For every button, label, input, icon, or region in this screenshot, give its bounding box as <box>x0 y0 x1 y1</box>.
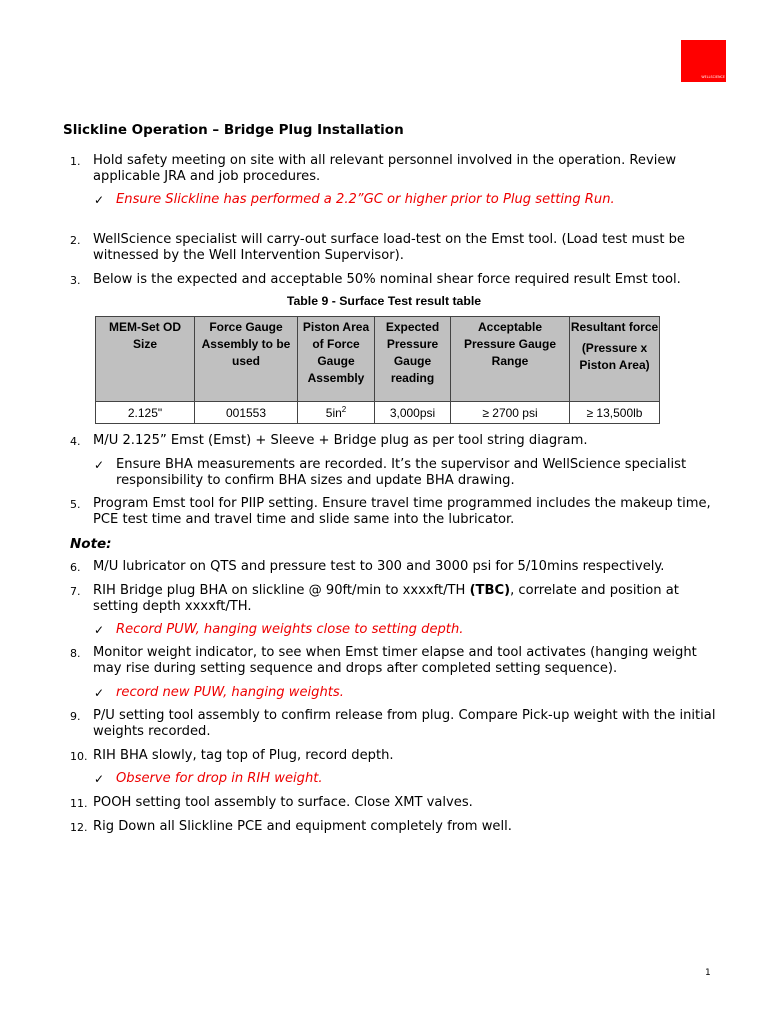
header-note: (Pressure x Piston Area) <box>579 341 650 372</box>
item-text: M/U 2.125” Emst (Emst) + Sleeve + Bridge plug as per tool string diagram. <box>93 433 588 448</box>
checkmark-icon: ✓ <box>94 193 105 207</box>
note-label: Note: <box>70 536 112 552</box>
surface-test-table <box>95 316 660 424</box>
item-text: POOH setting tool assembly to surface. Close XMT valves. <box>93 795 473 810</box>
table-cell: 3,000psi <box>375 402 451 424</box>
company-logo <box>681 40 726 82</box>
table-header-cell: Acceptable Pressure Gauge Range <box>451 317 570 402</box>
cell-value: 5in <box>325 406 342 420</box>
table-cell <box>298 402 375 424</box>
item-text: P/U setting tool assembly to confirm release from plug. Compare Pick-up weight with the initial weights recorded. <box>93 708 716 739</box>
item-number: 12. <box>70 821 88 834</box>
table-row <box>96 402 660 424</box>
table-header-cell: Expected Pressure Gauge reading <box>375 317 451 402</box>
item-number: 6. <box>70 561 81 574</box>
item-number: 2. <box>70 234 81 247</box>
table-cell: 2.125" <box>96 402 195 424</box>
header-text: Resultant force <box>570 320 659 334</box>
check-text: Ensure Slickline has performed a 2.2”GC or higher prior to Plug setting Run. <box>116 192 615 207</box>
table-header-cell: MEM-Set OD Size <box>96 317 195 402</box>
item-text: Rig Down all Slickline PCE and equipment completely from well. <box>93 819 512 834</box>
item-number: 11. <box>70 797 88 810</box>
tbc-label: (TBC) <box>469 583 511 598</box>
check-text: Record PUW, hanging weights close to setting depth. <box>116 622 464 637</box>
item-text: Hold safety meeting on site with all relevant personnel involved in the operation. Review applicable JRA and job procedures. <box>93 153 677 184</box>
checkmark-icon: ✓ <box>94 686 105 700</box>
item-number: 9. <box>70 710 81 723</box>
check-text: Ensure BHA measurements are recorded. It’s the supervisor and WellScience specialist responsibility to confirm BHA sizes and update BHA drawing. <box>116 457 687 488</box>
page-title: Slickline Operation – Bridge Plug Installation <box>63 122 404 138</box>
table-caption: Table 9 - Surface Test result table <box>286 294 482 308</box>
item-text: Below is the expected and acceptable 50% nominal shear force required result Emst tool. <box>93 272 681 287</box>
table-cell: ≥ 2700 psi <box>451 402 570 424</box>
item-number: 8. <box>70 647 81 660</box>
item-number: 7. <box>70 585 81 598</box>
item-number: 4. <box>70 435 81 448</box>
item-number: 1. <box>70 155 81 168</box>
item-text: WellScience specialist will carry-out surface load-test on the Emst tool. (Load test must be witnessed by the Well Intervention Supervisor). <box>93 232 685 263</box>
superscript: 2 <box>341 405 347 414</box>
table-cell: ≥ 13,500lb <box>570 402 660 424</box>
item-text: Monitor weight indicator, to see when Emst timer elapse and tool activates (hanging weight may rise during setting sequence and drops after completed setting sequence). <box>93 645 697 676</box>
checkmark-icon: ✓ <box>94 772 105 786</box>
item-text-part: , correlate and position at setting depth xxxxft/TH. <box>93 583 679 614</box>
table-header-cell: Piston Area of Force Gauge Assembly <box>298 317 375 402</box>
checkmark-icon: ✓ <box>94 458 105 472</box>
item-text: Program Emst tool for PIIP setting. Ensure travel time programmed includes the makeup time, PCE test time and travel time and slide same into the lubricator. <box>93 496 711 527</box>
item-number: 3. <box>70 274 81 287</box>
check-text: record new PUW, hanging weights. <box>116 685 344 700</box>
item-text-part: RIH Bridge plug BHA on slickline @ 90ft/min to xxxxft/TH <box>93 583 470 598</box>
item-text <box>93 583 723 615</box>
table-header-cell <box>570 317 660 402</box>
item-text: RIH BHA slowly, tag top of Plug, record depth. <box>93 748 394 763</box>
item-text: M/U lubricator on QTS and pressure test to 300 and 3000 psi for 5/10mins respectively. <box>93 559 665 574</box>
item-number: 5. <box>70 498 81 511</box>
check-text: Observe for drop in RIH weight. <box>116 771 323 786</box>
logo-text: WELLSCIENCE <box>701 75 725 79</box>
checkmark-icon: ✓ <box>94 623 105 637</box>
table-header-row <box>96 317 660 402</box>
item-number: 10. <box>70 750 88 763</box>
table-cell: 001553 <box>195 402 298 424</box>
page-number: 1 <box>705 968 711 978</box>
table-header-cell: Force Gauge Assembly to be used <box>195 317 298 402</box>
